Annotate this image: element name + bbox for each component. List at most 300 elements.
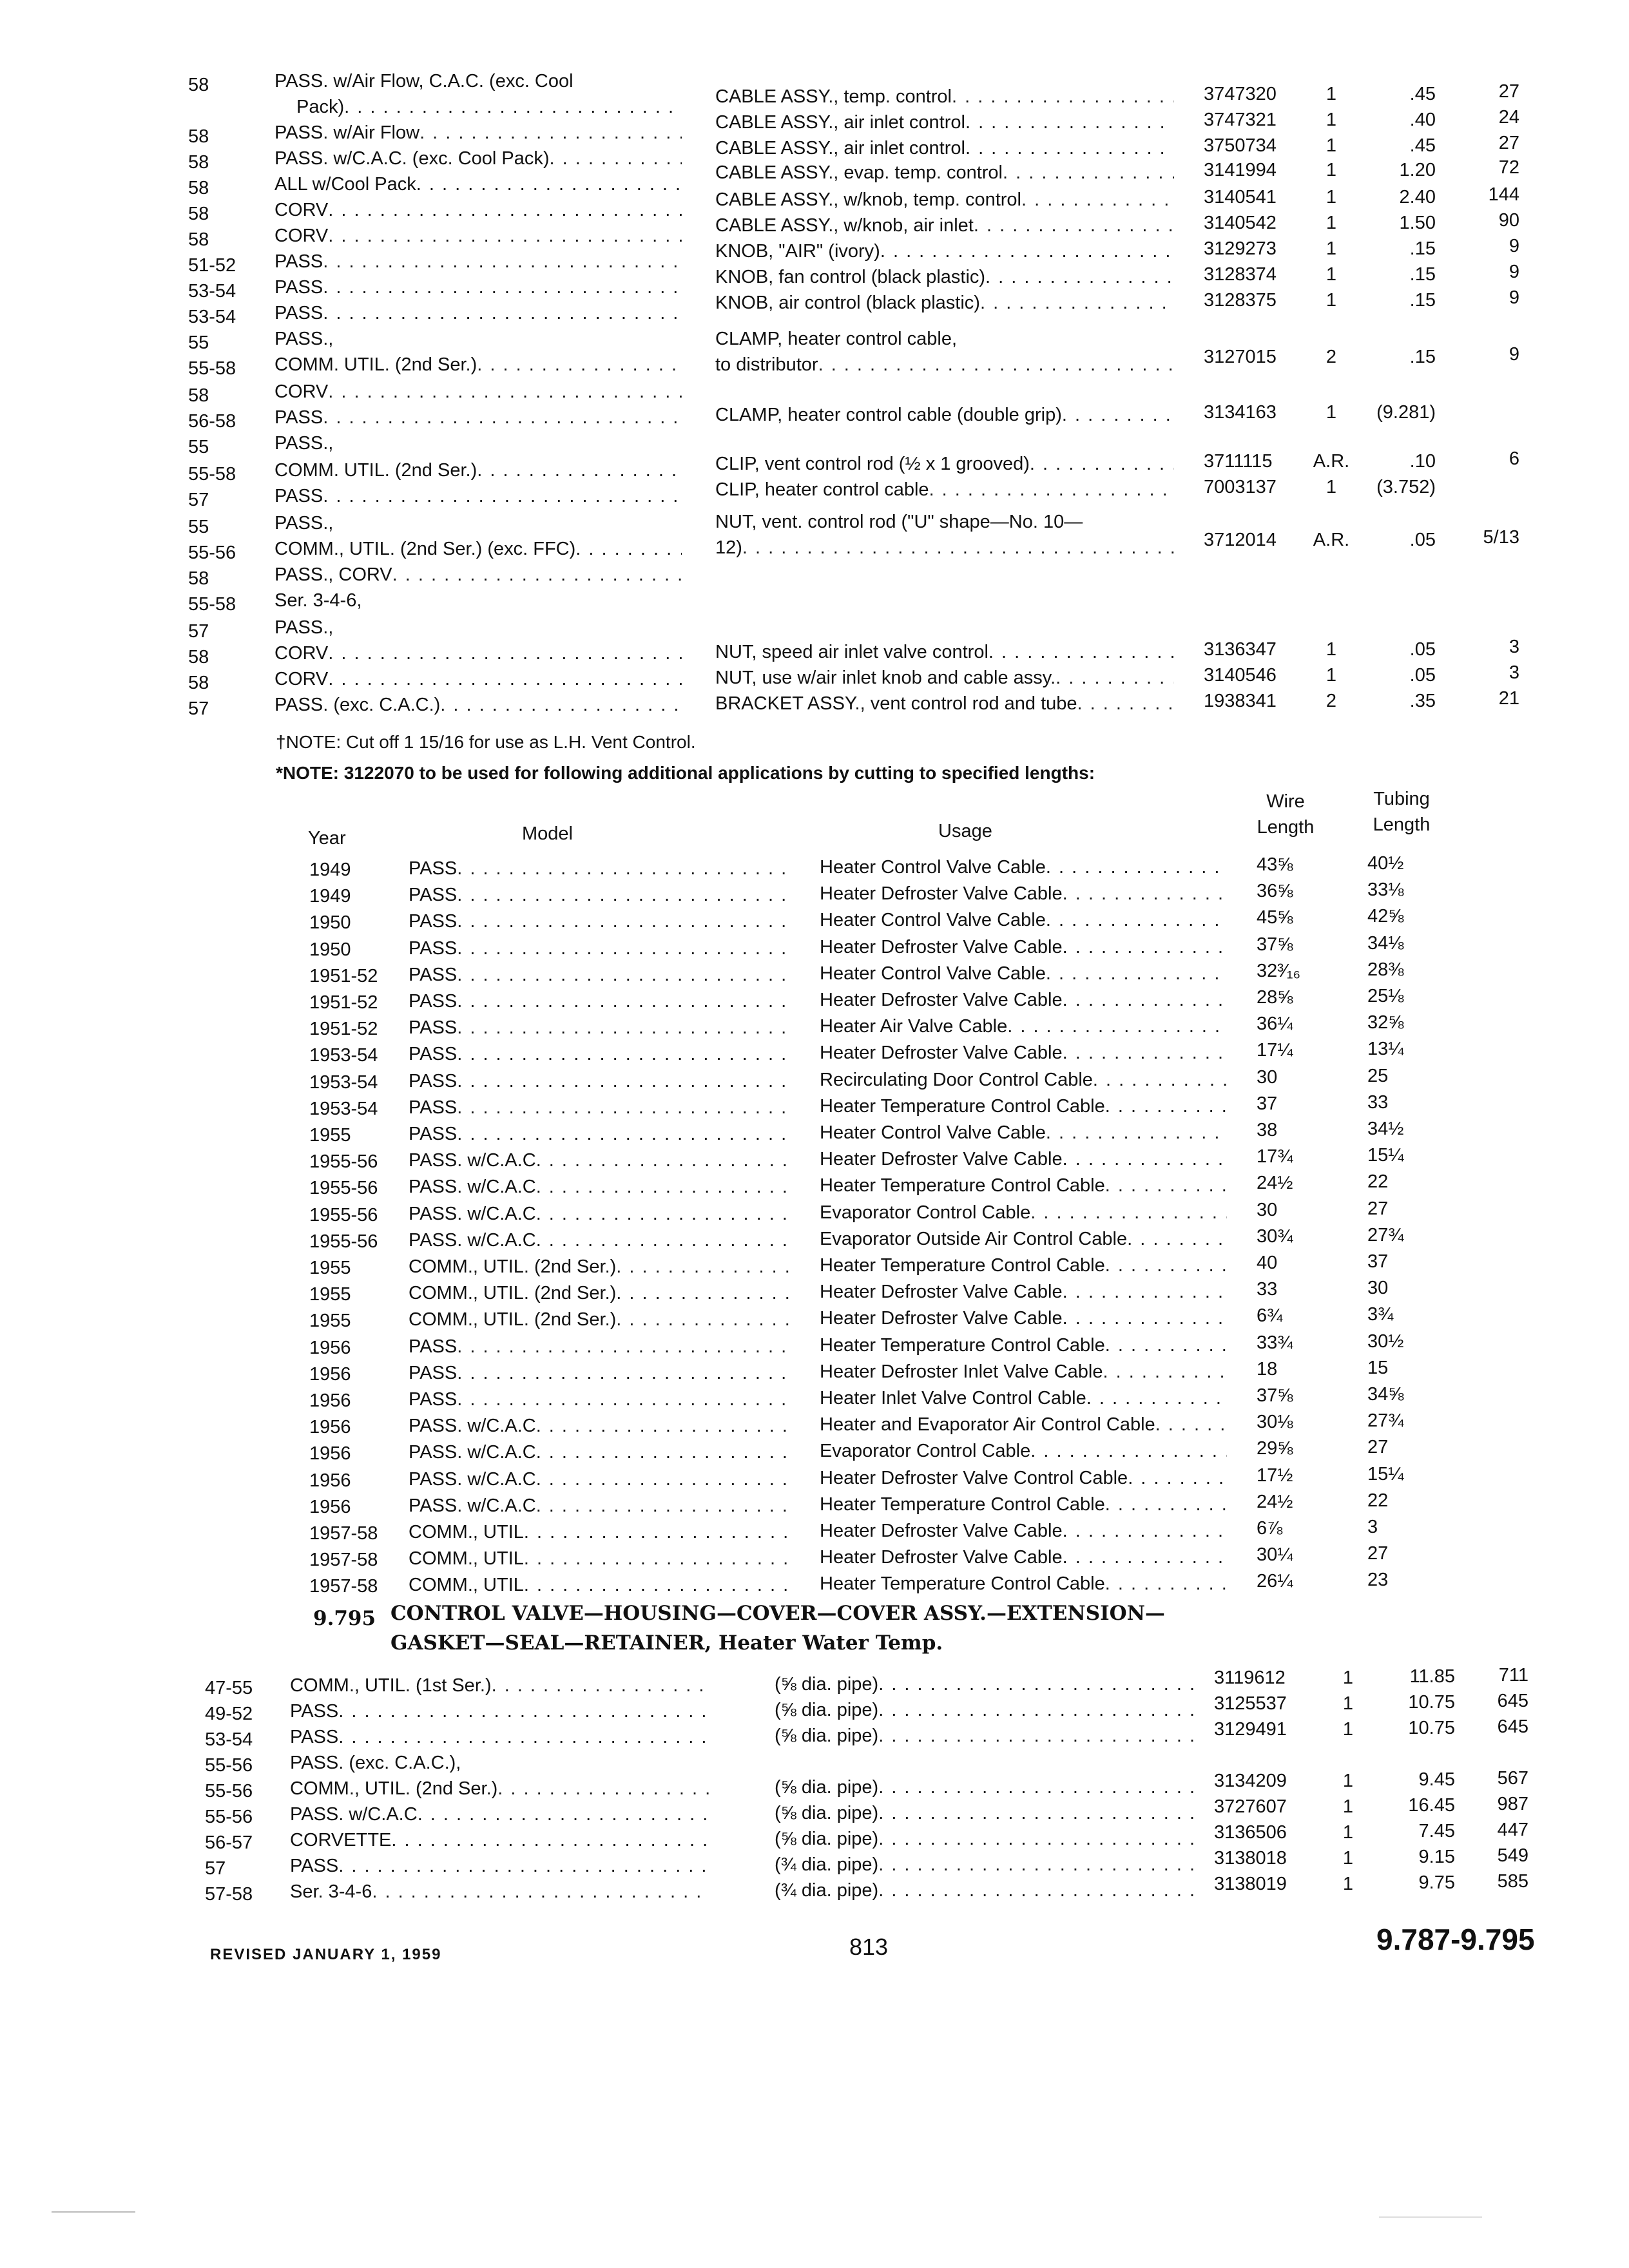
cable-usage <box>820 1280 1232 1303</box>
part-desc-text: CLIP, heater control cable <box>715 479 929 500</box>
part-qty <box>1306 528 1357 552</box>
dot-leader <box>1105 1174 1227 1197</box>
wire-length <box>1257 933 1293 956</box>
section-qty-text: 1 <box>1342 1771 1354 1791</box>
model-cell-text: PASS. w/C.A.C. (exc. Cool Pack) <box>275 148 550 169</box>
part-number <box>1204 82 1277 106</box>
section-code-text: 585 <box>1497 1871 1528 1892</box>
section-desc-text: (⅝ dia. pipe) <box>775 1674 879 1695</box>
cable-model <box>409 1043 795 1066</box>
part-number-text: 3750734 <box>1204 135 1277 156</box>
dot-leader <box>536 1441 790 1464</box>
part-qty <box>1306 211 1357 235</box>
part-code <box>1437 235 1519 258</box>
cable-year <box>309 1469 351 1492</box>
cable-usage-text: Heater Control Valve Cable <box>820 963 1046 984</box>
tubing-length <box>1367 1356 1388 1379</box>
year-cell-text: 58 <box>188 204 209 224</box>
cable-year <box>309 1309 351 1332</box>
cable-usage-text: Heater Temperature Control Cable <box>820 1255 1105 1276</box>
section-qty-text: 1 <box>1342 1848 1354 1869</box>
tubing-length-text: 34⅝ <box>1367 1384 1404 1405</box>
part-price <box>1360 263 1436 286</box>
dot-leader <box>1128 1466 1227 1490</box>
part-desc <box>715 111 1179 134</box>
section-code-text: 567 <box>1497 1768 1528 1789</box>
cable-model <box>409 1573 795 1597</box>
cable-usage-text: Heater Defroster Valve Cable <box>820 1149 1063 1170</box>
cable-year-text: 1956 <box>309 1337 351 1358</box>
part-qty-text: 1 <box>1325 477 1337 497</box>
cable-usage <box>820 1227 1232 1251</box>
cable-usage <box>820 1121 1232 1144</box>
dot-leader <box>457 937 790 960</box>
section-model <box>290 1880 715 1903</box>
tubing-length-text: 22 <box>1367 1490 1389 1511</box>
cable-model-text: COMM., UTIL <box>409 1522 524 1542</box>
wire-length <box>1257 1358 1277 1381</box>
cable-model-text: COMM., UTIL <box>409 1575 524 1596</box>
section-price-text: 9.45 <box>1418 1769 1455 1790</box>
cable-year <box>309 938 351 961</box>
part-qty-text: 2 <box>1325 691 1337 711</box>
part-qty <box>1306 476 1357 499</box>
header-usage: Usage <box>938 821 992 841</box>
part-desc <box>715 291 1179 314</box>
model-cell-text: COMM., UTIL. (2nd Ser.) (exc. FFC) <box>275 539 576 559</box>
part-number-text: 3140542 <box>1204 213 1277 233</box>
dot-leader <box>497 1777 710 1800</box>
part-price-text: .05 <box>1409 665 1436 686</box>
cable-model <box>409 990 795 1013</box>
dot-leader <box>878 1802 1195 1825</box>
year-cell <box>188 671 209 695</box>
cable-model-text: PASS <box>409 1017 458 1039</box>
cable-model <box>409 1229 795 1252</box>
cable-usage-text: Heater Air Valve Cable <box>820 1016 1008 1037</box>
part-price <box>1360 345 1436 369</box>
wire-length-text: 18 <box>1257 1358 1278 1379</box>
section-price <box>1379 1716 1455 1740</box>
wire-length-text: 30¾ <box>1257 1225 1293 1247</box>
cable-year-text: 1956 <box>309 1496 351 1517</box>
wire-length <box>1257 1171 1293 1195</box>
section-price-text: 9.15 <box>1418 1847 1455 1867</box>
dot-leader <box>1105 1095 1227 1118</box>
cable-year-text: 1955-56 <box>309 1151 378 1173</box>
tubing-length-text: 3 <box>1367 1517 1378 1537</box>
section-qty <box>1322 1821 1374 1844</box>
dot-leader <box>1063 1307 1227 1330</box>
wire-length-text: 36⅝ <box>1257 881 1293 902</box>
dot-leader <box>536 1414 790 1437</box>
wire-length-text: 33 <box>1257 1279 1278 1300</box>
cable-model-text: PASS. w/C.A.C <box>409 1150 536 1171</box>
tubing-length <box>1367 1409 1403 1432</box>
part-number <box>1204 159 1277 182</box>
header-wire-length: Length <box>1257 817 1315 838</box>
cable-model-text: COMM., UTIL. (2nd Ser.) <box>409 1256 617 1277</box>
dot-leader <box>338 1700 710 1723</box>
cable-usage-text: Heater Defroster Valve Cable <box>820 1547 1063 1568</box>
section-part-text: 3134209 <box>1214 1771 1287 1791</box>
scan-mark <box>52 2211 135 2213</box>
cable-model-text: PASS <box>409 1070 458 1091</box>
part-qty <box>1306 401 1357 424</box>
section-model-text: PASS <box>290 1701 339 1722</box>
part-code <box>1437 156 1519 179</box>
cable-year-text: 1950 <box>309 912 351 934</box>
tubing-length <box>1367 1250 1388 1273</box>
part-desc <box>715 452 1179 476</box>
cable-usage-text: Heater Inlet Valve Control Cable <box>820 1388 1086 1408</box>
dot-leader <box>878 1673 1195 1696</box>
part-desc <box>715 640 1179 664</box>
header-tubing-length: Length <box>1373 814 1431 835</box>
part-desc-text: CABLE ASSY., temp. control <box>715 86 952 107</box>
dot-leader <box>818 353 1174 376</box>
part-number-text: 3129273 <box>1204 238 1277 259</box>
model-cell-text: PASS <box>275 486 323 506</box>
part-desc <box>715 85 1179 108</box>
cable-model <box>409 1282 795 1305</box>
cable-year <box>309 1495 351 1519</box>
tubing-length-text: 15¼ <box>1367 1463 1404 1485</box>
part-price <box>1360 450 1436 473</box>
wire-length <box>1257 853 1293 876</box>
cable-model <box>409 883 795 907</box>
cable-model <box>409 963 795 986</box>
part-desc-cont-text: to distributor <box>715 354 818 375</box>
section-qty <box>1322 1692 1374 1715</box>
cable-year-text: 1956 <box>309 1417 351 1438</box>
cable-usage <box>820 908 1232 932</box>
model-cell-text: CORV <box>275 200 329 220</box>
cable-usage <box>820 1015 1232 1038</box>
year-cell-text: 55-56 <box>188 543 236 563</box>
dot-leader <box>419 121 682 144</box>
dot-leader <box>1063 1041 1227 1064</box>
cable-model-text: PASS <box>409 1389 458 1410</box>
part-desc <box>715 510 1083 533</box>
model-cell-text: ALL w/Cool Pack <box>275 174 416 195</box>
section-desc-text: (⅝ dia. pipe) <box>775 1700 879 1720</box>
part-qty <box>1306 108 1357 131</box>
section-desc-text: (⅝ dia. pipe) <box>775 1725 879 1746</box>
part-number-text: 3128375 <box>1204 290 1277 311</box>
tubing-length <box>1367 1091 1388 1114</box>
section-year <box>205 1677 253 1700</box>
dot-leader <box>1063 988 1227 1012</box>
section-year <box>205 1883 253 1906</box>
part-code <box>1437 526 1519 549</box>
model-cell-text: COMM. UTIL. (2nd Ser.) <box>275 460 477 481</box>
cable-model-text: PASS <box>409 1044 458 1065</box>
cable-year-text: 1951-52 <box>309 992 378 1013</box>
part-code <box>1437 343 1519 366</box>
part-code-text: 3 <box>1509 662 1519 683</box>
tubing-length-text: 30 <box>1367 1278 1389 1299</box>
cable-year-text: 1949 <box>309 886 351 907</box>
cable-year <box>309 1389 351 1412</box>
section-price-text: 16.45 <box>1408 1795 1455 1816</box>
dot-leader <box>323 276 682 299</box>
section-desc <box>775 1724 1200 1747</box>
part-desc-text: NUT, speed air inlet valve control <box>715 642 988 662</box>
section-year-text: 49-52 <box>205 1704 253 1724</box>
section-code <box>1450 1792 1528 1816</box>
section-model-text: Ser. 3-4-6 <box>290 1881 372 1902</box>
cable-usage-text: Evaporator Control Cable <box>820 1441 1031 1462</box>
cable-usage-text: Heater Defroster Valve Cable <box>820 1521 1063 1541</box>
part-qty <box>1306 289 1357 312</box>
cable-usage <box>820 988 1232 1012</box>
year-cell <box>188 463 236 486</box>
section-desc <box>775 1802 1200 1825</box>
dot-leader <box>457 1016 790 1039</box>
wire-length-text: 32³⁄₁₆ <box>1257 960 1301 981</box>
part-number <box>1204 263 1277 286</box>
section-qty <box>1322 1795 1374 1818</box>
wire-length-text: 30 <box>1257 1066 1278 1088</box>
model-cell <box>275 173 687 196</box>
cable-usage-text: Heater Defroster Valve Cable <box>820 1308 1063 1329</box>
cable-year-text: 1951-52 <box>309 1019 378 1040</box>
part-qty-text: 1 <box>1325 238 1337 259</box>
wire-length-text: 37⅝ <box>1257 1385 1293 1406</box>
cable-usage-text: Heater Defroster Valve Control Cable <box>820 1467 1128 1488</box>
model-cell <box>275 327 687 351</box>
part-price-text: 1.50 <box>1399 213 1436 233</box>
dot-leader <box>1063 1519 1227 1542</box>
wire-length <box>1257 1251 1277 1274</box>
dot-leader <box>1063 1546 1227 1569</box>
cable-usage-text: Recirculating Door Control Cable <box>820 1069 1093 1090</box>
dot-leader <box>457 883 790 907</box>
model-cell-text: PASS., <box>275 329 334 349</box>
header-year: Year <box>308 828 346 849</box>
section-part <box>1214 1872 1287 1896</box>
model-cell <box>275 198 687 222</box>
model-cell-text: PASS. (exc. C.A.C.) <box>275 695 441 715</box>
tubing-length <box>1367 852 1403 875</box>
dot-leader <box>616 1308 790 1331</box>
part-code-text: 6 <box>1509 448 1519 469</box>
dot-leader <box>477 353 682 376</box>
dot-leader <box>328 198 682 222</box>
tubing-length <box>1367 1383 1403 1406</box>
section-year <box>205 1702 253 1725</box>
dot-leader <box>1127 1227 1227 1251</box>
dot-leader <box>1105 1493 1227 1516</box>
section-price <box>1379 1794 1455 1817</box>
wire-length <box>1257 1198 1277 1222</box>
dot-leader <box>536 1468 790 1491</box>
part-number <box>1204 108 1277 131</box>
tubing-length <box>1367 1330 1403 1353</box>
part-qty-text: 1 <box>1325 402 1337 423</box>
year-cell-text: 57 <box>188 698 209 719</box>
cable-year <box>309 1522 378 1545</box>
part-number <box>1204 528 1277 552</box>
dot-leader <box>1105 1572 1227 1595</box>
part-desc <box>715 161 1179 184</box>
dot-leader <box>524 1547 790 1570</box>
part-code-text: 9 <box>1509 344 1519 365</box>
tubing-length <box>1367 1144 1403 1167</box>
part-qty <box>1306 134 1357 157</box>
section-qty-text: 1 <box>1342 1796 1354 1817</box>
part-qty-text: 1 <box>1325 213 1337 233</box>
dot-leader <box>392 563 682 586</box>
part-code <box>1437 260 1519 284</box>
year-cell-text: 53-54 <box>188 307 236 327</box>
model-cell-cont-text: Pack) <box>296 97 345 117</box>
wire-length-text: 37 <box>1257 1093 1278 1114</box>
wire-length <box>1257 1304 1282 1327</box>
part-number <box>1204 689 1277 713</box>
wire-length <box>1257 906 1293 929</box>
part-code <box>1437 635 1519 658</box>
cable-year <box>309 1150 378 1173</box>
cable-model-text: PASS. w/C.A.C <box>409 1229 536 1251</box>
tubing-length <box>1367 1064 1388 1088</box>
cable-year-text: 1949 <box>309 860 351 880</box>
part-desc-text: KNOB, air control (black plastic) <box>715 293 980 313</box>
part-price <box>1360 476 1436 499</box>
part-number <box>1204 134 1277 157</box>
cable-year <box>309 1230 378 1253</box>
dot-leader <box>1063 936 1227 959</box>
year-cell-text: 58 <box>188 647 209 668</box>
cable-usage <box>820 856 1232 879</box>
cable-year-text: 1955-56 <box>309 1231 378 1252</box>
section-year <box>205 1780 253 1803</box>
section-price-text: 10.75 <box>1408 1718 1455 1738</box>
tubing-length <box>1367 1276 1388 1300</box>
part-number-text: 3711115 <box>1204 451 1273 472</box>
cable-year <box>309 1177 378 1200</box>
cable-model-text: PASS. w/C.A.C <box>409 1177 536 1198</box>
cable-usage <box>820 1466 1232 1490</box>
cable-usage-text: Heater Defroster Valve Cable <box>820 883 1063 905</box>
tubing-length-text: 30½ <box>1367 1331 1404 1352</box>
part-number-text: 3127015 <box>1204 347 1277 367</box>
cable-model <box>409 1414 795 1437</box>
dot-leader <box>1030 1439 1227 1463</box>
dot-leader <box>550 147 682 170</box>
part-price <box>1360 689 1436 713</box>
part-price <box>1360 211 1436 235</box>
tubing-length-text: 40½ <box>1367 853 1404 874</box>
cable-model <box>409 1016 795 1039</box>
part-price <box>1360 237 1436 260</box>
wire-length-text: 43⅝ <box>1257 854 1293 875</box>
wire-length-text: 6⅞ <box>1257 1518 1283 1539</box>
dot-leader <box>575 537 682 561</box>
cable-model <box>409 1441 795 1464</box>
cable-model-text: PASS. w/C.A.C <box>409 1495 536 1516</box>
section-desc-text: (⅝ dia. pipe) <box>775 1777 879 1798</box>
tubing-length <box>1367 958 1403 981</box>
model-cell <box>275 224 687 247</box>
cable-model <box>409 1070 795 1093</box>
model-cell <box>275 406 687 429</box>
cable-model <box>409 910 795 933</box>
part-qty-text: 1 <box>1325 187 1337 207</box>
year-cell <box>188 357 236 380</box>
model-cell-text: PASS <box>275 277 323 298</box>
section-year-text: 53-54 <box>205 1729 253 1750</box>
part-number-text: 3134163 <box>1204 402 1277 423</box>
tubing-length <box>1367 1489 1388 1512</box>
tubing-length <box>1367 932 1403 955</box>
header-tubing: Tubing <box>1373 789 1430 809</box>
tubing-length-text: 27¾ <box>1367 1410 1404 1432</box>
part-qty <box>1306 689 1357 713</box>
section-desc <box>775 1673 1200 1696</box>
cable-model <box>409 1547 795 1570</box>
section-qty <box>1322 1872 1374 1896</box>
part-desc-text: CLAMP, heater control cable, <box>715 329 958 349</box>
cable-year-text: 1955-56 <box>309 1178 378 1199</box>
section-model <box>290 1725 715 1749</box>
dot-leader <box>416 173 682 196</box>
part-code-text: 27 <box>1498 81 1519 102</box>
section-code-text: 447 <box>1497 1820 1528 1840</box>
wire-length <box>1257 1012 1293 1035</box>
cable-usage-text: Heater Control Valve Cable <box>820 857 1046 878</box>
dot-leader <box>457 857 790 880</box>
part-desc <box>715 240 1179 263</box>
part-qty <box>1306 159 1357 182</box>
cable-year <box>309 885 351 908</box>
year-cell-text: 55-58 <box>188 594 236 615</box>
part-qty <box>1306 664 1357 687</box>
year-cell-text: 57 <box>188 621 209 642</box>
model-cell <box>275 353 687 376</box>
dot-leader <box>929 478 1174 501</box>
section-part-text: 3125537 <box>1214 1693 1287 1714</box>
cable-year <box>309 1124 351 1147</box>
cable-usage-text: Heater Defroster Inlet Valve Cable <box>820 1361 1103 1382</box>
part-desc-text: CABLE ASSY., w/knob, air inlet <box>715 215 974 236</box>
section-code-text: 645 <box>1497 1691 1528 1711</box>
header-wire: Wire <box>1266 791 1305 812</box>
dot-leader <box>1021 188 1174 211</box>
wire-length-text: 17¾ <box>1257 1146 1293 1168</box>
section-model-text: PASS. (exc. C.A.C.), <box>290 1753 461 1773</box>
part-qty-text: 1 <box>1325 264 1337 285</box>
wire-length-text: 36¼ <box>1257 1014 1293 1035</box>
dot-leader <box>418 1803 710 1826</box>
wire-length-text: 30¼ <box>1257 1544 1293 1566</box>
cable-usage <box>820 1148 1232 1171</box>
part-number <box>1204 401 1277 424</box>
part-qty <box>1306 82 1357 106</box>
cable-year <box>309 858 351 881</box>
dot-leader <box>344 95 682 119</box>
model-cell <box>275 302 687 325</box>
section-qty-text: 1 <box>1342 1822 1354 1843</box>
year-cell-text: 55 <box>188 437 209 457</box>
section-year-text: 47-55 <box>205 1678 253 1698</box>
wire-length-text: 30 <box>1257 1199 1278 1220</box>
section-year-text: 56-57 <box>205 1832 253 1853</box>
section-part <box>1214 1795 1287 1818</box>
section-part-text: 3136506 <box>1214 1822 1287 1843</box>
dot-leader <box>323 302 682 325</box>
